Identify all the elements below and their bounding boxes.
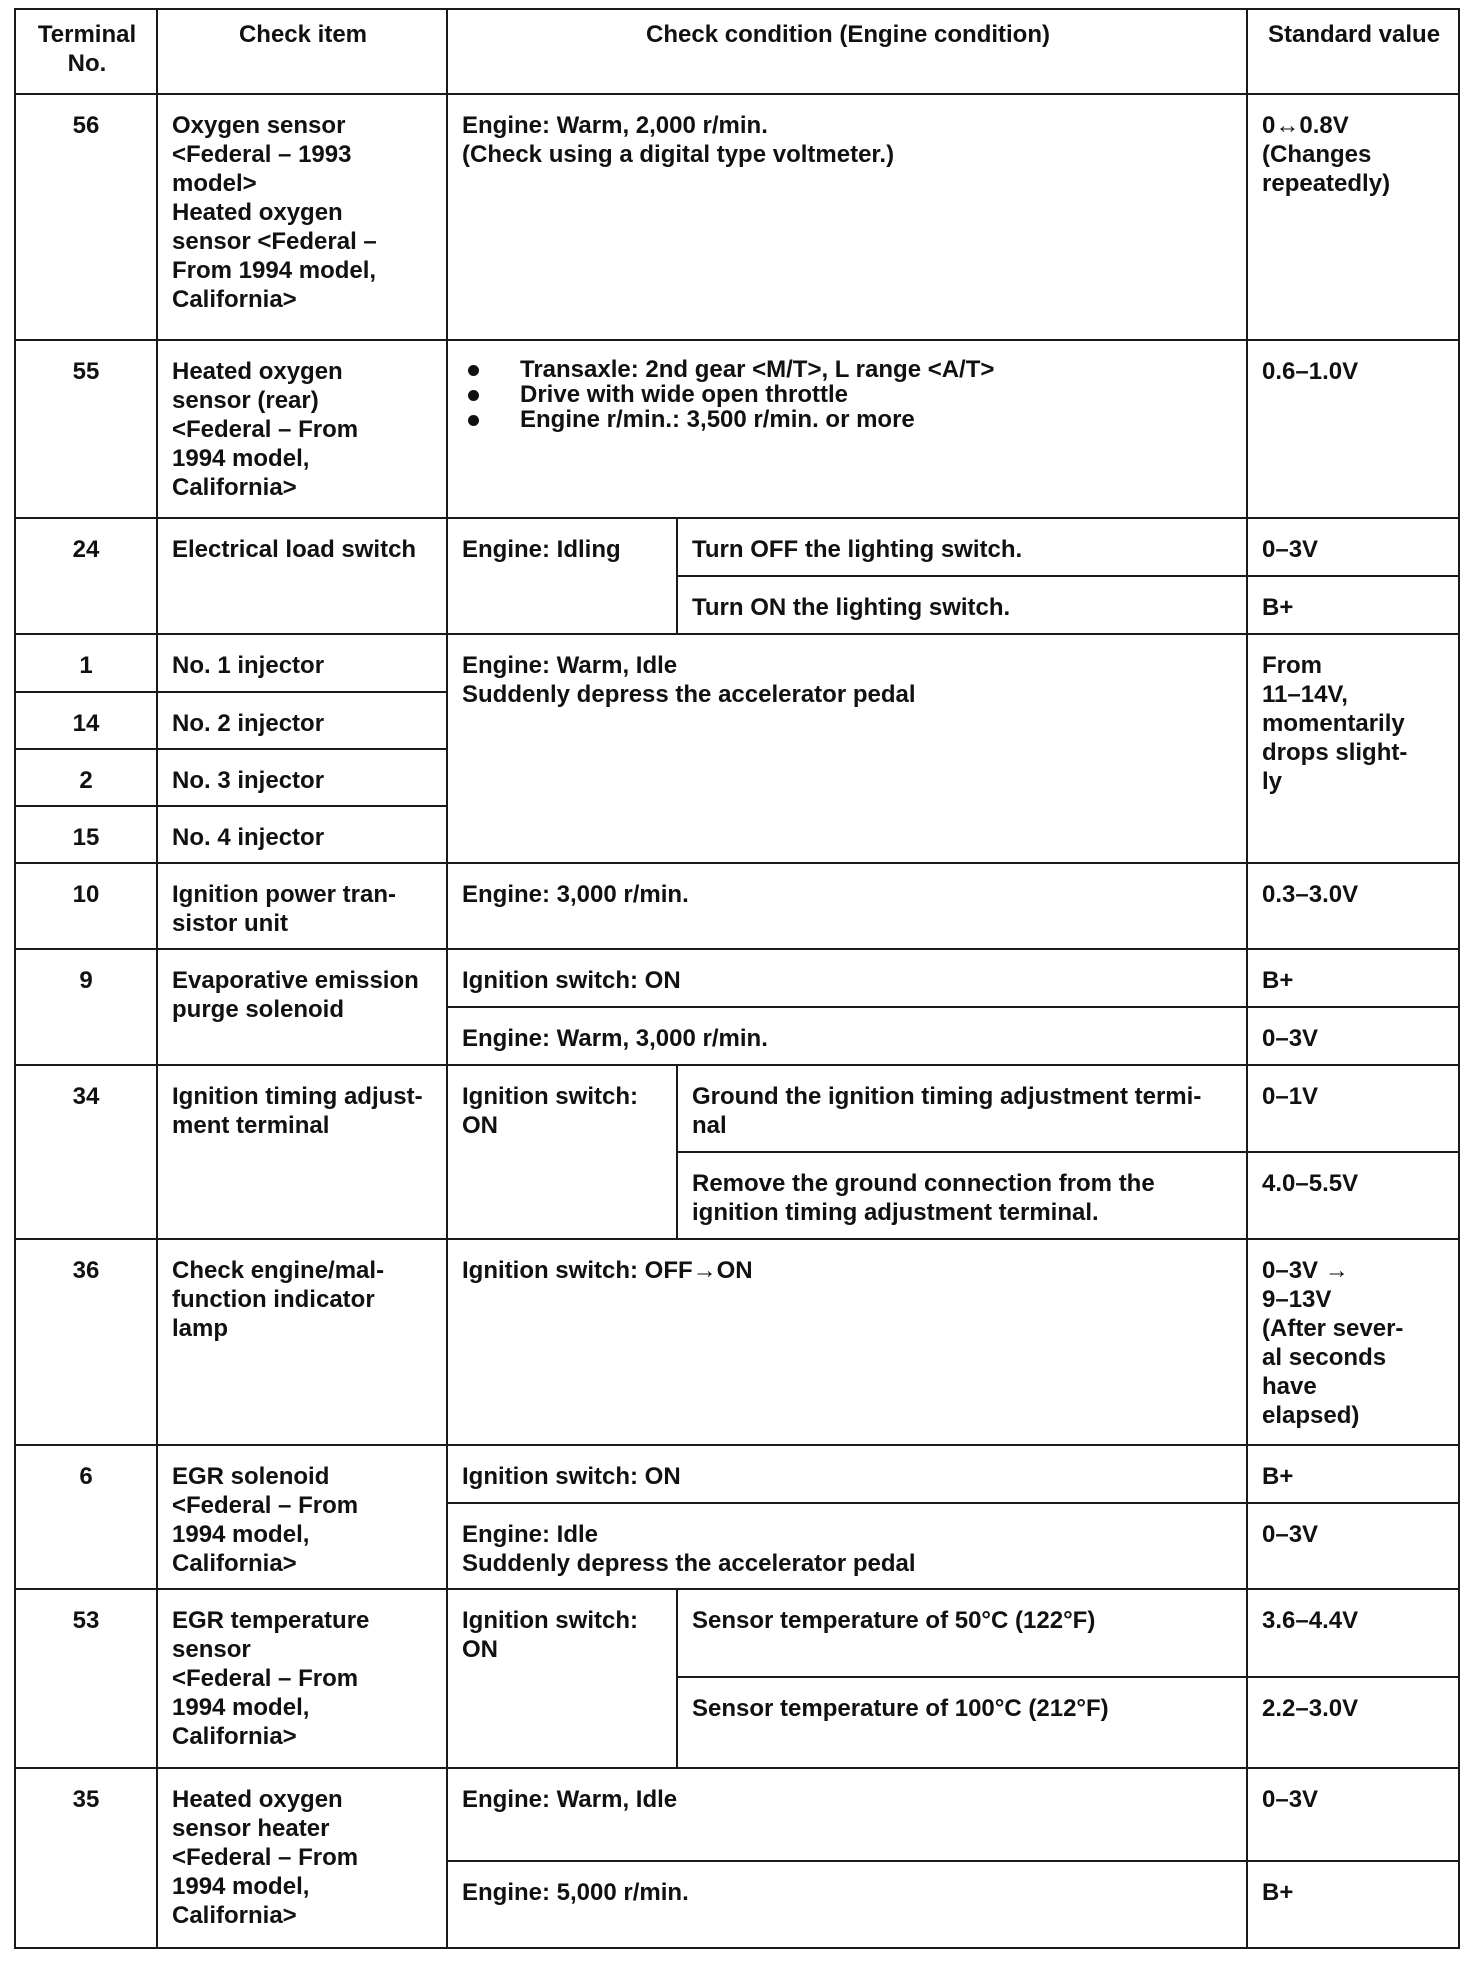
check-condition [447, 1065, 677, 1239]
condition-line: Ignition switch: [462, 1607, 638, 1634]
header-terminal: Terminal No. [15, 9, 157, 94]
standard-value: 0.3–3.0V [1247, 863, 1459, 949]
sub-condition: Turn ON the lighting switch. [677, 576, 1247, 634]
condition-line: nal [692, 1112, 727, 1139]
terminal-no: 34 [15, 1065, 157, 1239]
table-row [15, 863, 1459, 949]
terminal-no: 14 [15, 692, 157, 749]
check-condition: Engine: Warm, Idle [447, 1768, 1247, 1861]
standard-value [1247, 634, 1459, 863]
standard-value: 0–3V [1247, 1007, 1459, 1065]
condition-line: Ground the ignition timing adjustment termi- [692, 1083, 1202, 1110]
check-item-line: Ignition timing adjust- [172, 1083, 423, 1110]
table-row [15, 1445, 1459, 1503]
terminal-no: 24 [15, 518, 157, 634]
check-item-line: EGR temperature [172, 1607, 370, 1634]
check-item [157, 1768, 447, 1948]
table-row [15, 340, 1459, 518]
value-line: 0–3V → [1262, 1257, 1349, 1284]
condition-line: ON [462, 1112, 498, 1139]
check-condition: Ignition switch: ON [447, 1445, 1247, 1503]
header-standard-value: Standard value [1247, 9, 1459, 94]
check-item [157, 863, 447, 949]
table-row [15, 94, 1459, 340]
check-item [157, 1445, 447, 1589]
standard-value [1247, 94, 1459, 340]
check-item-line: California> [172, 286, 297, 313]
table-row [15, 1768, 1459, 1861]
check-condition: Ignition switch: OFF→ON [447, 1239, 1247, 1445]
value-line: 9–13V [1262, 1286, 1332, 1313]
condition-line: Engine: Warm, Idle [462, 652, 678, 679]
terminal-no: 53 [15, 1589, 157, 1768]
terminal-no: 56 [15, 94, 157, 340]
check-item-line: sensor <Federal – [172, 228, 377, 255]
table-row [15, 518, 1459, 576]
value-line: ly [1262, 768, 1283, 795]
check-item-line: <Federal – From [172, 1844, 359, 1871]
check-item-line: model> [172, 170, 257, 197]
check-condition [447, 94, 1247, 340]
value-line: From [1262, 652, 1323, 679]
check-item-line: sistor unit [172, 910, 289, 937]
check-item-line: sensor [172, 1636, 251, 1663]
check-item-line: Heated oxygen [172, 358, 343, 385]
value-line: 0↔0.8V [1262, 112, 1349, 139]
header-check-item: Check item [157, 9, 447, 94]
check-item-line: sensor (rear) [172, 387, 319, 414]
check-item-line: From 1994 model, [172, 257, 377, 284]
standard-value: 4.0–5.5V [1247, 1152, 1459, 1239]
condition-line: Suddenly depress the accelerator pedal [462, 681, 916, 708]
check-item [157, 1239, 447, 1445]
terminal-no: 55 [15, 340, 157, 518]
standard-value: 0–3V [1247, 518, 1459, 576]
check-item-line: California> [172, 1550, 297, 1577]
check-condition: Engine: Warm, 3,000 r/min. [447, 1007, 1247, 1065]
value-line: (After sever- [1262, 1315, 1404, 1342]
check-item-line: 1994 model, [172, 445, 310, 472]
check-item-line: function indicator [172, 1286, 375, 1313]
check-item-line: Heated oxygen [172, 199, 343, 226]
standard-value: B+ [1247, 949, 1459, 1007]
sub-condition [677, 1065, 1247, 1152]
check-condition: Engine: 3,000 r/min. [447, 863, 1247, 949]
check-item-line: 1994 model, [172, 1521, 310, 1548]
sub-condition [677, 1152, 1247, 1239]
condition-line: ignition timing adjustment terminal. [692, 1199, 1099, 1226]
condition-line: Suddenly depress the accelerator pedal [462, 1550, 916, 1577]
check-item: Electrical load switch [157, 518, 447, 634]
table-row [15, 634, 1459, 692]
value-line: drops slight- [1262, 739, 1408, 766]
check-item-line: California> [172, 1723, 297, 1750]
document-page [14, 8, 1458, 1949]
check-item [157, 949, 447, 1065]
check-item [157, 94, 447, 340]
standard-value: 0.6–1.0V [1247, 340, 1459, 518]
condition-line: Remove the ground connection from the [692, 1170, 1155, 1197]
standard-value: 0–3V [1247, 1768, 1459, 1861]
check-item [157, 1589, 447, 1768]
header-check-condition: Check condition (Engine condition) [447, 9, 1247, 94]
check-item-line: purge solenoid [172, 996, 345, 1023]
sub-condition: Sensor temperature of 50°C (122°F) [677, 1589, 1247, 1677]
condition-line: Engine: Idle [462, 1521, 599, 1548]
check-item: No. 1 injector [157, 634, 447, 692]
table-row [15, 949, 1459, 1007]
terminal-no: 36 [15, 1239, 157, 1445]
terminal-no: 2 [15, 749, 157, 806]
check-item-line: 1994 model, [172, 1873, 310, 1900]
standard-value [1247, 1239, 1459, 1445]
value-line: 11–14V, [1262, 681, 1348, 708]
condition-bullet: Engine r/min.: 3,500 r/min. or more [462, 407, 1234, 432]
condition-bullet: Drive with wide open throttle [462, 382, 1234, 407]
terminal-no: 10 [15, 863, 157, 949]
condition-line: ON [462, 1636, 498, 1663]
check-item-line: California> [172, 474, 297, 501]
value-line: have [1262, 1373, 1317, 1400]
check-item-line: <Federal – 1993 [172, 141, 352, 168]
check-condition: Engine: Idling [447, 518, 677, 634]
check-item-line: Check engine/mal- [172, 1257, 385, 1284]
standard-value: 0–1V [1247, 1065, 1459, 1152]
check-item: No. 4 injector [157, 806, 447, 863]
check-item-line: Ignition power tran- [172, 881, 396, 908]
table-row [15, 1065, 1459, 1152]
check-item-line: Evaporative emission [172, 967, 419, 994]
value-line: elapsed) [1262, 1402, 1360, 1429]
check-item [157, 340, 447, 518]
value-line: (Changes [1262, 141, 1372, 168]
check-item-line: <Federal – From [172, 416, 359, 443]
value-line: momentarily [1262, 710, 1405, 737]
check-item-line: California> [172, 1902, 297, 1929]
terminal-no: 35 [15, 1768, 157, 1948]
terminal-no: 1 [15, 634, 157, 692]
check-item-line: <Federal – From [172, 1665, 359, 1692]
standard-value: 2.2–3.0V [1247, 1677, 1459, 1768]
check-item-line: 1994 model, [172, 1694, 310, 1721]
check-condition [447, 1503, 1247, 1589]
check-item-line: <Federal – From [172, 1492, 359, 1519]
sub-condition: Turn OFF the lighting switch. [677, 518, 1247, 576]
standard-value: B+ [1247, 1861, 1459, 1948]
check-condition [447, 634, 1247, 863]
value-line: repeatedly) [1262, 170, 1391, 197]
check-item-line: sensor heater [172, 1815, 330, 1842]
standard-value: B+ [1247, 576, 1459, 634]
check-condition [447, 1589, 677, 1768]
standard-value: 3.6–4.4V [1247, 1589, 1459, 1677]
condition-bullet: Transaxle: 2nd gear <M/T>, L range <A/T> [462, 357, 1234, 382]
standard-value: B+ [1247, 1445, 1459, 1503]
condition-line: Ignition switch: [462, 1083, 638, 1110]
terminal-check-table [14, 8, 1460, 1949]
check-item-line: Heated oxygen [172, 1786, 343, 1813]
standard-value: 0–3V [1247, 1503, 1459, 1589]
condition-bullet-list [462, 357, 1234, 432]
value-line: al seconds [1262, 1344, 1387, 1371]
terminal-no: 9 [15, 949, 157, 1065]
check-item-line: lamp [172, 1315, 229, 1342]
check-item [157, 1065, 447, 1239]
check-condition: Ignition switch: ON [447, 949, 1247, 1007]
terminal-no: 15 [15, 806, 157, 863]
condition-line: (Check using a digital type voltmeter.) [462, 141, 895, 168]
check-item: No. 2 injector [157, 692, 447, 749]
check-item: No. 3 injector [157, 749, 447, 806]
check-item-line: EGR solenoid [172, 1463, 330, 1490]
check-condition: Engine: 5,000 r/min. [447, 1861, 1247, 1948]
check-item-line: ment terminal [172, 1112, 330, 1139]
table-row [15, 1239, 1459, 1445]
terminal-no: 6 [15, 1445, 157, 1589]
check-condition [447, 340, 1247, 518]
sub-condition: Sensor temperature of 100°C (212°F) [677, 1677, 1247, 1768]
check-item-line: Oxygen sensor [172, 112, 346, 139]
table-row [15, 1589, 1459, 1677]
header-row [15, 9, 1459, 94]
condition-line: Engine: Warm, 2,000 r/min. [462, 112, 768, 139]
